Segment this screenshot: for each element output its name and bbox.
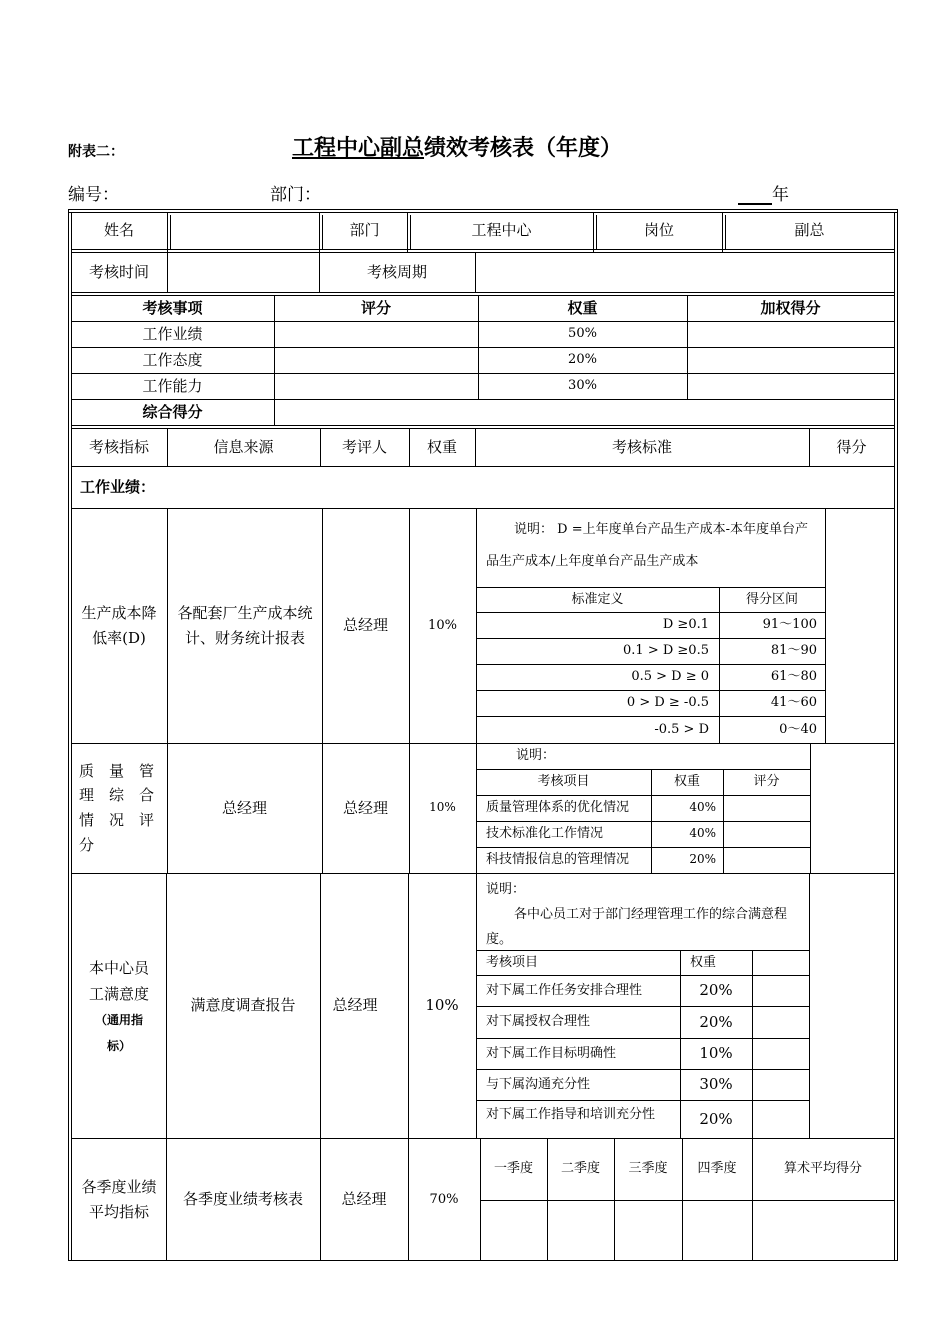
year-label: 年 xyxy=(772,185,789,205)
source-quality: 总经理 xyxy=(221,798,267,817)
time-field[interactable] xyxy=(167,252,319,292)
rule-def: 0 > D ≥ -0.5 xyxy=(626,695,709,711)
weight-cost: 10% xyxy=(428,617,457,633)
name-label: 姓名 xyxy=(103,221,134,240)
satisfaction-item-weight: 20% xyxy=(699,981,733,1000)
summary-item: 工作业绩 xyxy=(142,324,203,343)
summary-item: 工作态度 xyxy=(142,350,203,369)
rule-def: 0.1 > D ≥0.5 xyxy=(623,643,709,659)
name-field[interactable] xyxy=(170,212,319,249)
satisfaction-item: 与下属沟通充分性 xyxy=(486,1076,591,1092)
col-rater: 考评人 xyxy=(341,437,387,456)
title-rest: 绩效考核表（年度） xyxy=(424,135,623,161)
page-title xyxy=(292,131,622,162)
quarter-3-label: 三季度 xyxy=(628,1161,668,1177)
quality-item-weight: 40% xyxy=(689,800,716,815)
weight-quality: 10% xyxy=(429,800,456,815)
summary-item: 工作能力 xyxy=(142,376,203,395)
number-label: 编号： xyxy=(68,185,119,205)
satisfaction-item: 对下属授权合理性 xyxy=(486,1014,591,1030)
indicator-satisfaction-block xyxy=(75,955,163,1059)
col-weight: 权重 xyxy=(426,437,457,456)
satisfaction-sub-header-item: 考核项目 xyxy=(486,954,539,970)
quality-item-weight: 20% xyxy=(689,852,716,867)
std-header: 标准定义 xyxy=(571,591,624,607)
rater-quality: 总经理 xyxy=(342,798,388,817)
appendix-label: 附表二： xyxy=(68,144,124,160)
satisfaction-note-title: 说明： xyxy=(486,882,526,897)
rule-def: D ≥0.1 xyxy=(662,617,709,633)
summary-weight: 20% xyxy=(568,352,597,368)
summary-weight: 50% xyxy=(568,326,597,342)
col-score: 得分 xyxy=(836,437,867,456)
source-satisfaction: 满意度调查报告 xyxy=(190,996,296,1015)
summary-weight: 30% xyxy=(568,378,597,394)
quarter-1-label: 一季度 xyxy=(493,1161,533,1177)
satisfaction-item: 对下属工作任务安排合理性 xyxy=(486,982,643,998)
time-label: 考核时间 xyxy=(88,262,149,281)
rule-range: 0～40 xyxy=(779,721,817,737)
position-value: 副总 xyxy=(794,221,825,240)
weight-quarterly: 70% xyxy=(429,1191,459,1207)
quality-item: 质量管理体系的优化情况 xyxy=(486,800,630,816)
quality-sub-header-weight: 权重 xyxy=(673,774,700,790)
dept-value: 工程中心 xyxy=(471,221,532,240)
quality-note: 说明： xyxy=(516,748,556,764)
rule-range: 81～90 xyxy=(770,643,817,659)
rule-def: 0.5 > D ≥ 0 xyxy=(631,669,709,685)
average-score-label: 算术平均得分 xyxy=(783,1161,862,1177)
satisfaction-item: 对下属工作指导和培训充分性 xyxy=(486,1107,656,1122)
total-score-label: 综合得分 xyxy=(142,402,203,421)
title-underlined: 工程中心副总 xyxy=(292,135,425,161)
summary-header-weighted: 加权得分 xyxy=(760,298,821,317)
cost-note: 说明： D =上年度单台产品生产成本-本年度单台产品生产成本/上年度单台产品生产成本 xyxy=(486,522,808,569)
dept-label: 部门 xyxy=(349,221,380,240)
satisfaction-item-weight: 30% xyxy=(699,1075,733,1094)
rule-range: 91～100 xyxy=(762,617,817,633)
source-quarterly: 各季度业绩考核表 xyxy=(182,1190,303,1209)
period-label: 考核周期 xyxy=(366,262,427,281)
satisfaction-sub-header-weight: 权重 xyxy=(690,954,717,970)
summary-header-score: 评分 xyxy=(360,298,391,317)
rater-quarterly: 总经理 xyxy=(341,1190,387,1209)
rule-range: 41～60 xyxy=(770,695,817,711)
quality-item-weight: 40% xyxy=(689,826,716,841)
quarter-2-label: 二季度 xyxy=(560,1161,600,1177)
indicator-quarterly: 各季度业绩平均指标 xyxy=(81,1177,157,1221)
satisfaction-note-body: 各中心员工对于部门经理管理工作的综合满意程度。 xyxy=(486,907,788,947)
year-field xyxy=(738,180,789,205)
summary-header-item: 考核事项 xyxy=(142,298,203,317)
rater-satisfaction: 总经理 xyxy=(332,996,378,1015)
col-standard: 考核标准 xyxy=(611,437,672,456)
satisfaction-item: 对下属工作目标明确性 xyxy=(486,1045,617,1061)
position-label: 岗位 xyxy=(643,221,674,240)
satisfaction-note xyxy=(486,877,804,952)
rater-cost: 总经理 xyxy=(342,616,388,635)
indicator-satisfaction-note: （通用指标） xyxy=(94,1013,143,1053)
weight-satisfaction: 10% xyxy=(425,996,459,1015)
summary-header-weight: 权重 xyxy=(567,298,598,317)
indicator-quality: 质量管理综合情况评分 xyxy=(79,761,161,854)
satisfaction-item-weight: 10% xyxy=(699,1044,733,1063)
satisfaction-item-weight: 20% xyxy=(699,1012,733,1031)
source-cost: 各配套厂生产成本统计、财务统计报表 xyxy=(177,603,313,647)
department-label: 部门： xyxy=(270,185,321,205)
quality-sub-header-score: 评分 xyxy=(753,774,780,790)
indicator-cost: 生产成本降低率(D) xyxy=(81,603,157,647)
period-field[interactable] xyxy=(475,252,894,292)
quality-sub-header-item: 考核项目 xyxy=(537,774,590,790)
rule-def: -0.5 > D xyxy=(654,721,709,737)
col-source: 信息来源 xyxy=(213,437,274,456)
col-indicator: 考核指标 xyxy=(88,437,149,456)
quality-item: 科技情报信息的管理情况 xyxy=(486,852,630,868)
quarter-4-label: 四季度 xyxy=(697,1161,737,1177)
range-header: 得分区间 xyxy=(745,591,798,607)
satisfaction-item-weight: 20% xyxy=(699,1109,733,1128)
indicator-satisfaction: 本中心员工满意度 xyxy=(88,959,149,1003)
rule-range: 61～80 xyxy=(770,669,817,685)
quality-item: 技术标准化工作情况 xyxy=(486,826,604,842)
section-label: 工作业绩： xyxy=(80,477,156,496)
